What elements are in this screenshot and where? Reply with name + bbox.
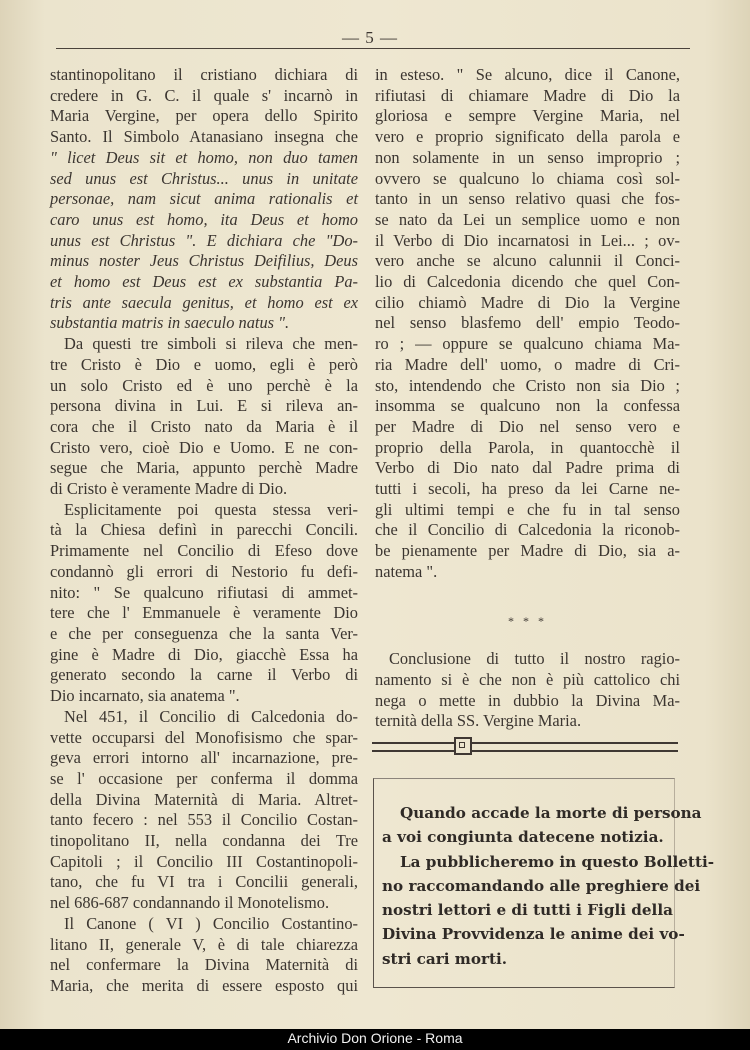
- text-line: ovvero se qualcuno lo chiama così sol-: [375, 168, 680, 188]
- notice-line: a voi congiunta datecene notizia.: [382, 828, 664, 847]
- text-line: generato secondo la carne il Verbo di: [50, 665, 358, 685]
- text-line: tre Cristo è Dio e uomo, egli è però: [50, 354, 358, 374]
- text-line: tutti i secoli, ha preso da lei Carne ne-: [375, 479, 680, 499]
- text-line: vero anche se alcuno calunnii il Conci-: [375, 251, 680, 271]
- text-line: tanto in un senso relativo quasi che fos-: [375, 189, 680, 209]
- text-line: cilio chiamò Madre di Dio la Vergine: [375, 292, 680, 312]
- paragraph-2: [50, 334, 358, 500]
- text-line: cora che il Cristo nato da Maria è il: [50, 416, 358, 436]
- text-line: in esteso. " Se alcuno, dice il Canone,: [375, 65, 680, 84]
- text-line: unus est Christus ". E dichiara che "Do-: [50, 230, 358, 250]
- text-line: Cristo vero, cioè Dio e Uomo. E ne con-: [50, 437, 358, 457]
- text-line: litano II, generale V, è di tale chiarezza: [50, 934, 358, 954]
- text-line: Da questi tre simboli si rileva che men-: [64, 334, 358, 354]
- ornamental-divider: [372, 736, 678, 760]
- text-line: Dio incarnato, sia anatema ".: [50, 686, 240, 706]
- notice-text: [382, 801, 715, 971]
- text-line: insomma se qualcuno non la confessa: [375, 396, 680, 416]
- text-line: gine è Madre di Dio, giacchè Essa ha: [50, 644, 358, 664]
- text-line: sto, intendendo che Cristo non sia Dio ;: [375, 375, 680, 395]
- text-line: gloriosa e sempre Vergine Maria, nel: [375, 106, 680, 126]
- text-line: stantinopolitano il cristiano dichiara di: [50, 65, 358, 84]
- text-line: tris ante saecula genitus, et homo est ex: [50, 292, 358, 312]
- right-column: [375, 65, 680, 732]
- text-line: nel confermare la Divina Maternità di: [50, 955, 358, 975]
- text-line: sed unus est Christus... unus in unitate: [50, 168, 358, 188]
- text-line: Santo. Il Simbolo Atanasiano insegna che: [50, 127, 358, 147]
- text-line: nito: " Se qualcuno rifiutasi di ammet-: [50, 582, 358, 602]
- text-line: il Verbo di Dio incarnatosi in Lei... ; ov-: [375, 230, 680, 250]
- text-line: Maria, che merita di essere esposto qui: [50, 975, 358, 995]
- text-line: lio di Calcedonia dicendo che quel Con-: [375, 272, 680, 292]
- text-line: Maria Vergine, per opera dello Spirito: [50, 106, 358, 126]
- text-line: persona divina in Lui. E si rileva an-: [50, 396, 358, 416]
- text-line: un solo Cristo ed è uno perchè è la: [50, 375, 358, 395]
- text-line: tere che l' Emmanuele è veramente Dio: [50, 603, 358, 623]
- text-line: Nel 451, il Concilio di Calcedonia do-: [64, 706, 358, 726]
- paragraph-5: [50, 914, 358, 997]
- text-line: nega o mette in dubbio la Divina Ma-: [375, 690, 680, 710]
- text-line: minus noster Jeus Christus Deifilius, Deus: [50, 251, 358, 271]
- text-line: ternità della SS. Vergine Maria.: [375, 711, 582, 731]
- text-line: tano, che fu VI tra i Concilii generali,: [50, 872, 358, 892]
- text-line: ro ; — oppure se qualcuno chiama Ma-: [375, 334, 680, 354]
- text-line: nel 686-687 condannando il Monotelismo.: [50, 893, 330, 913]
- text-line: non solamente in un senso improprio ;: [375, 147, 680, 167]
- text-line: ria Madre dell' uomo, o madre di Cri-: [375, 354, 680, 374]
- text-line: che il Concilio di Calcedonia la riconob-: [375, 520, 680, 540]
- notice-line: stri cari morti.: [382, 949, 508, 968]
- section-separator-stars: * * *: [508, 613, 547, 628]
- notice-line: nostri lettori e di tutti i Figli della: [382, 901, 673, 920]
- text-line: di Cristo è veramente Madre di Dio.: [50, 479, 288, 499]
- paragraph-1: [50, 65, 358, 334]
- text-line: geva errori intorno all' incarnazione, pre-: [50, 748, 358, 768]
- text-line: namento si è che non è più cattolico chi: [375, 669, 680, 689]
- page-number: — 5 —: [342, 28, 398, 47]
- text-line: gli ultimi tempi e che fu in tal senso: [375, 499, 680, 519]
- text-line: della Divina Maternità di Maria. Altret-: [50, 789, 358, 809]
- text-line: vero e proprio significato della parola e: [375, 127, 680, 147]
- paragraph-canone: [375, 65, 680, 583]
- notice-line: La pubblicheremo in questo Bolletti-: [400, 852, 715, 871]
- divider-ornament-icon: [454, 737, 472, 755]
- text-line: segue che Maria, appunto perchè Madre: [50, 458, 358, 478]
- text-line: nel senso blasfemo dell' empio Teodo-: [375, 313, 680, 333]
- text-line: Verbo di Dio nato dal Padre prima di: [375, 458, 680, 478]
- text-line: Primamente nel Concilio di Efeso dove: [50, 541, 358, 561]
- text-line: substantia matris in saeculo natus ".: [50, 313, 290, 333]
- text-line: tinopolitano II, nella condanna dei Tre: [50, 831, 358, 851]
- text-line: natema ".: [375, 561, 438, 581]
- text-line: condannò gli errori di Nestorio fu defi-: [50, 561, 358, 581]
- text-line: se l' occasione per conferma il domma: [50, 768, 358, 788]
- text-line: credere in G. C. il quale s' incarnò in: [50, 85, 358, 105]
- text-line: personae, nam sicut anima rationalis et: [50, 189, 358, 209]
- text-line: Esplicitamente poi questa stessa veri-: [64, 499, 358, 519]
- text-line: rifiutasi di chiamare Madre di Dio la: [375, 85, 680, 105]
- header-rule: [56, 48, 690, 49]
- text-line: e che per conseguenza che la santa Ver-: [50, 623, 358, 643]
- text-line: Conclusione di tutto il nostro ragio-: [389, 649, 680, 669]
- text-line: caro unus est homo, ita Deus et homo: [50, 209, 358, 229]
- text-line: per Madre di Dio nel senso vero e: [375, 416, 680, 436]
- text-line: proprio della Parola, in quantocchè il: [375, 437, 680, 457]
- paragraph-3: [50, 500, 358, 707]
- paragraph-4: [50, 707, 358, 914]
- left-column: [50, 65, 358, 997]
- text-line: be pienamente per Madre di Dio, sia a-: [375, 541, 680, 561]
- text-line: " licet Deus sit et homo, non duo tamen: [50, 147, 358, 167]
- paragraph-conclusion: [375, 649, 680, 732]
- text-line: et homo est Deus est ex substantia Pa-: [50, 272, 358, 292]
- text-line: Il Canone ( VI ) Concilio Costantino-: [64, 913, 358, 933]
- text-line: vette occuparsi del Monofisismo che spar-: [50, 727, 358, 747]
- text-line: se nato da Lei un semplice uomo e non: [375, 209, 680, 229]
- text-line: Capitoli ; il Concilio III Costantinopoli-: [50, 851, 358, 871]
- archive-footer-text: Archivio Don Orione - Roma: [287, 1030, 463, 1046]
- text-line: tanto fecero : nel 553 il Concilio Costan-: [50, 810, 358, 830]
- notice-line: Quando accade la morte di persona: [400, 804, 702, 822]
- text-line: tà la Chiesa definì in parecchi Concili.: [50, 520, 358, 540]
- notice-line: no raccomandando alle preghiere dei: [382, 876, 701, 895]
- notice-box: [373, 778, 715, 988]
- notice-line: Divina Provvidenza le anime dei vo-: [382, 925, 685, 944]
